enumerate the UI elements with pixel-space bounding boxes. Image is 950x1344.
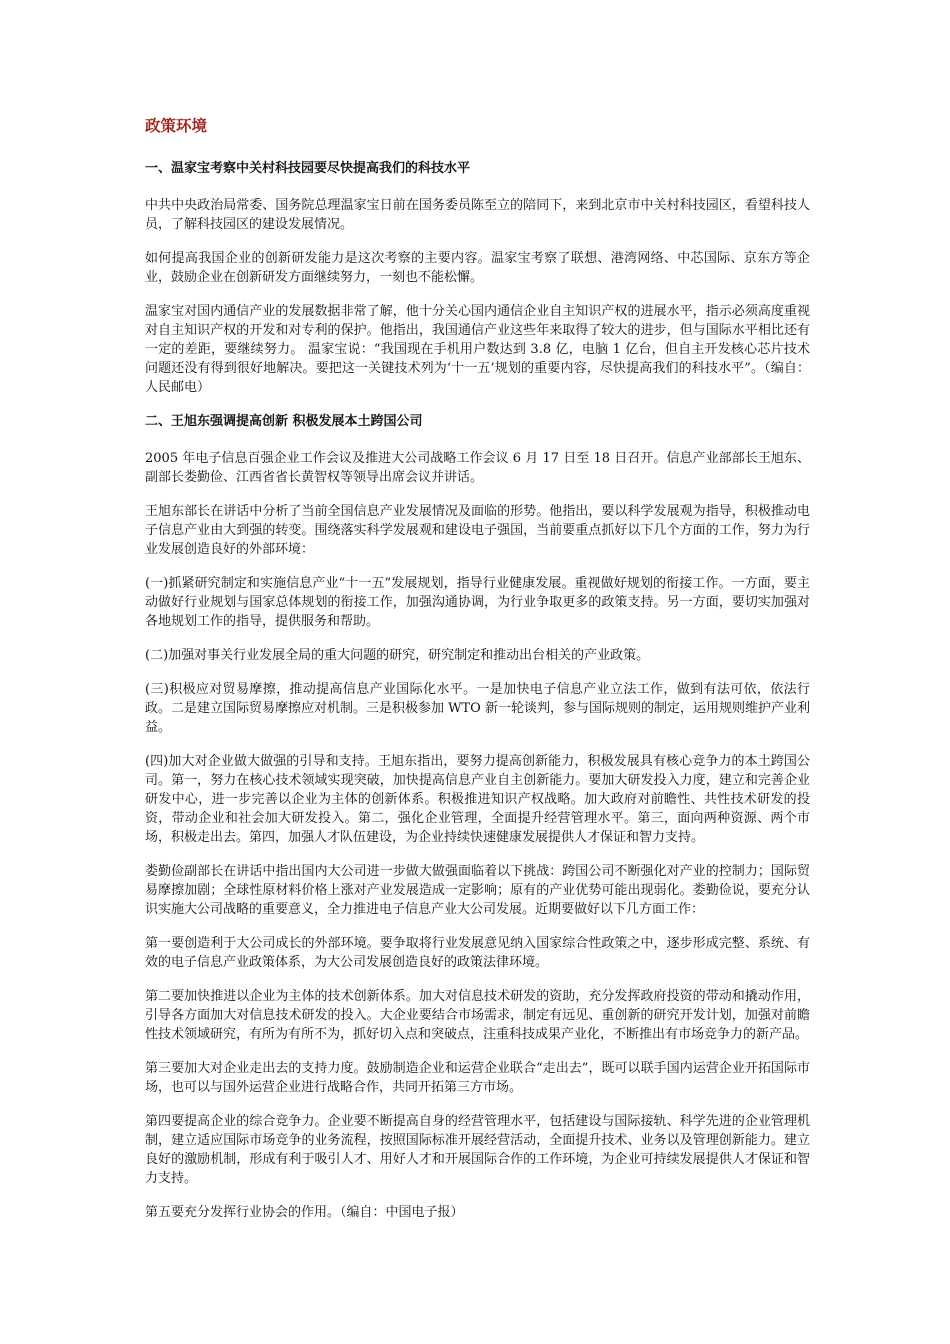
article-2-paragraph: (四)加大对企业做大做强的引导和支持。王旭东指出，要努力提高创新能力，积极发展具有核心竞争力的本土跨国公司。第一，努力在核心技术领域实现突破，加快提高信息产业自主创新能力。要加大研发投入力度，建立和完善企业研发中心，进一步完善以企业为主体的创新体系。积极推进知识产权战略。加大政府对前瞻性、共性技术研发的投资，带动企业和社会加大研发投入。第二，强化企业管理，全面提升经营管理水平。第三，面向两种资源、两个市场，积极走出去。第四，加强人才队伍建设，为企业持续快速健康发展提供人才保证和智力支持。 — [145, 754, 810, 845]
article-2-paragraph: (一)抓紧研究制定和实施信息产业“十一五”发展规划，指导行业健康发展。重视做好规划的衔接工作。一方面，要主动做好行业规划与国家总体规划的衔接工作，加强沟通协调，为行业争取更多的政策支持。另一方面，要切实加强对各地规划工作的指导，提供服务和帮助。 — [145, 576, 810, 629]
article-2-paragraph: 第五要充分发挥行业协会的作用。（编自：中国电子报） — [145, 1205, 464, 1220]
document-page — [145, 115, 810, 1237]
section-title: 政策环境 — [145, 117, 208, 135]
article-2-paragraph: 娄勤俭副部长在讲话中指出国内大公司进一步做大做强面临着以下挑战：跨国公司不断强化对产业的控制力；国际贸易摩擦加剧；全球性原材料价格上涨对产业发展造成一定影响；原有的产业优势可能出现弱化。娄勤俭说，要充分认识实施大公司战略的重要意义，全力推进电子信息产业大公司发展。近期要做好以下几方面工作： — [145, 864, 810, 917]
article-2-paragraph: 第三要加大对企业走出去的支持力度。鼓励制造企业和运营企业联合“走出去”，既可以联手国内运营企业开拓国际市场，也可以与国外运营企业进行战略合作，共同开拓第三方市场。 — [145, 1061, 810, 1095]
article-1-paragraph: 中共中央政治局常委、国务院总理温家宝日前在国务委员陈至立的陪同下，来到北京市中关村科技园区，看望科技人员，了解科技园区的建设发展情况。 — [145, 198, 810, 232]
article-1-paragraph: 如何提高我国企业的创新研发能力是这次考察的主要内容。温家宝考察了联想、港湾网络、中芯国际、京东方等企业，鼓励企业在创新研发方面继续努力，一刻也不能松懈。 — [145, 251, 810, 285]
article-2-paragraph: 王旭东部长在讲话中分析了当前全国信息产业发展情况及面临的形势。他指出，要以科学发展观为指导，积极推动电子信息产业由大到强的转变。围绕落实科学发展观和建设电子强国，当前要重点抓好以下几个方面的工作，努力为行业发展创造良好的外部环境： — [145, 504, 810, 557]
article-2-paragraph: (三)积极应对贸易摩擦，推动提高信息产业国际化水平。一是加快电子信息产业立法工作，做到有法可依，依法行政。二是建立国际贸易摩擦应对机制。三是积极参加 WTO 新一轮谈判，参与国际规则的制定，运用规则维护产业利益。 — [145, 682, 810, 735]
article-2-paragraph: 2005 年电子信息百强企业工作会议及推进大公司战略工作会议 6 月 17 日至 18 日召开。信息产业部部长王旭东、副部长娄勤俭、江西省省长黄智权等领导出席会议并讲话。 — [145, 451, 810, 485]
article-2-paragraph: 第一要创造利于大公司成长的外部环境。要争取将行业发展意见纳入国家综合性政策之中，逐步形成完整、系统、有效的电子信息产业政策体系，为大公司发展创造良好的政策法律环境。 — [145, 936, 810, 970]
article-2-heading: 二、王旭东强调提高创新 积极发展本土跨国公司 — [145, 414, 423, 429]
article-2-paragraph: 第二要加快推进以企业为主体的技术创新体系。加大对信息技术研发的资助，充分发挥政府投资的带动和撬动作用，引导各方面加大对信息技术研发的投入。大企业要结合市场需求，制定有远见、重创新的研究开发计划，加强对前瞻性技术领域研究，有所为有所不为，抓好切入点和突破点，注重科技成果产业化，不断推出有市场竞争力的新产品。 — [145, 989, 810, 1042]
article-2-paragraph: (二)加强对事关行业发展全局的重大问题的研究，研究制定和推动出台相关的产业政策。 — [145, 648, 650, 663]
article-1-paragraph: 温家宝对国内通信产业的发展数据非常了解，他十分关心国内通信企业自主知识产权的进展水平，指示必须高度重视对自主知识产权的开发和对专利的保护。他指出，我国通信产业这些年来取得了较大的进步，但与国际水平相比还有一定的差距，要继续努力。 温家宝说：“我国现在手机用户数达到 3.8 亿，电脑 1 亿台，但自主开发核心芯片技术问题还没有得到很好地解决。要把这一关键技术列为‘十一五’规划的重要内容，尽快提高我们的科技水平”。（编自：人民邮电） — [145, 304, 810, 395]
article-1-heading: 一、温家宝考察中关村科技园要尽快提高我们的科技水平 — [145, 161, 471, 176]
article-2-paragraph: 第四要提高企业的综合竞争力。企业要不断提高自身的经营管理水平，包括建设与国际接轨、科学先进的企业管理机制，建立适应国际市场竞争的业务流程，按照国际标准开展经营活动，全面提升技术、业务以及管理创新能力。建立良好的激励机制，形成有利于吸引人才、用好人才和开展国际合作的工作环境，为企业可持续发展提供人才保证和智力支持。 — [145, 1114, 810, 1186]
